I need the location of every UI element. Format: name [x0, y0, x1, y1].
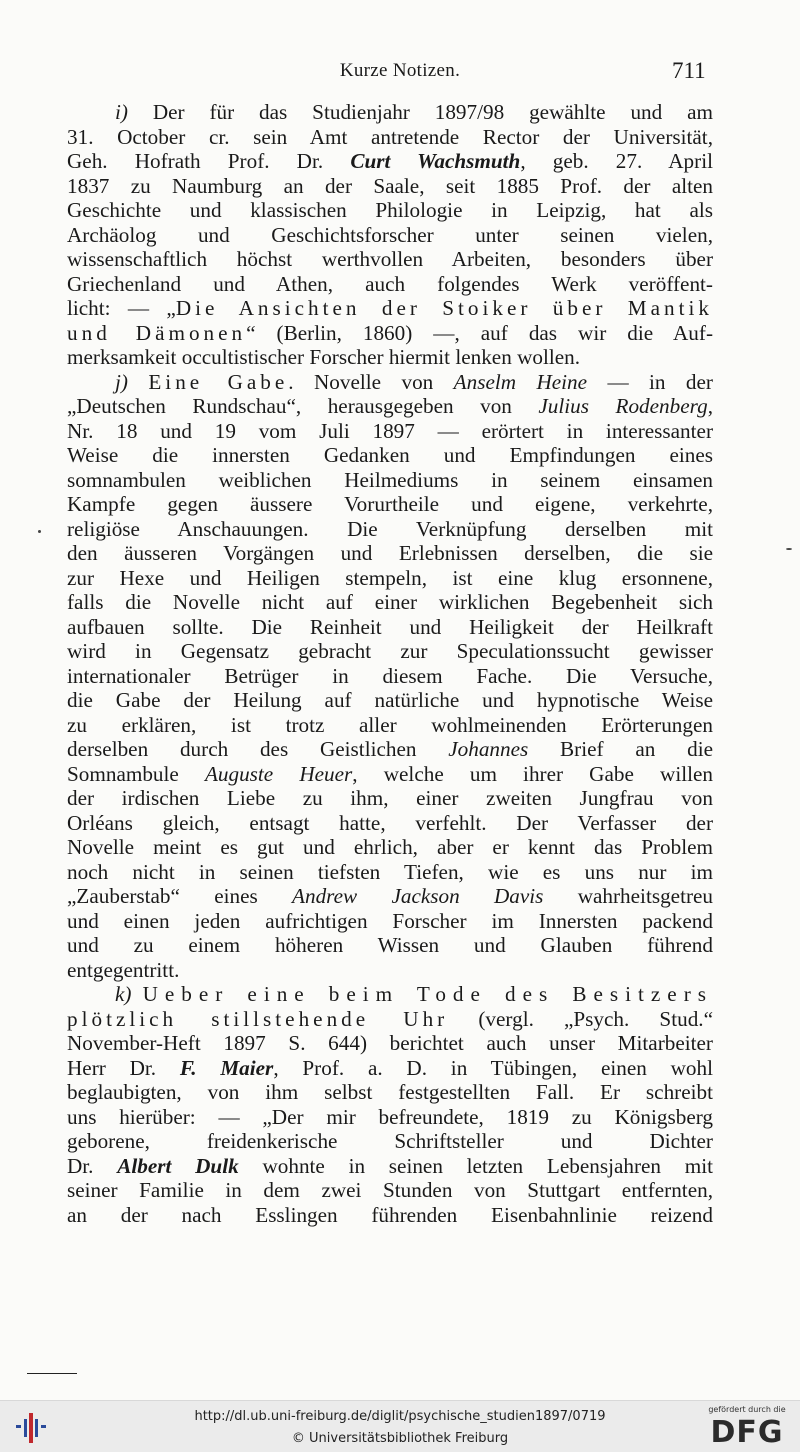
scan-speck [786, 548, 792, 550]
text-line: aufbauen sollte. Die Reinheit und Heiligkeit der Heilkraft [67, 614, 713, 639]
novella-title: Eine Gabe [148, 369, 289, 394]
text-line: Archäolog und Geschichtsforscher unter seinen vielen, [67, 222, 713, 247]
text-line: Geschichte und klassischen Philologie in Leipzig, hat als [67, 198, 713, 222]
text-line: internationaler Betrüger in diesem Fache. Die Versuche, [67, 663, 713, 688]
text-line: beglaubigten, von ihm selbst festgestellten Fall. Er schreibt [67, 1080, 713, 1104]
text-line: merksamkeit occultistischer Forscher hiermit lenken wollen. [67, 345, 581, 369]
page-number: 711 [672, 58, 706, 83]
text-line: „Zauberstab“ eines Andrew Jackson Davis wahrheitsgetreu [67, 884, 714, 908]
text-line: noch nicht in seinen tiefsten Tiefen, wie es uns nur im [67, 859, 713, 884]
editor-name: Julius Rodenberg [538, 394, 708, 418]
text-line: uns hierüber: — „Der mir befreundete, 1819 zu Königsberg [67, 1104, 713, 1129]
sponsor-caption: gefördert durch die [708, 1405, 786, 1414]
text-line: und Dämonen“ (Berlin, 1860) —, auf das wir die Auf- [67, 320, 714, 345]
text-line: 31. October cr. sein Amt antretende Rector der Universität, [67, 124, 713, 149]
text-line: an der nach Esslingen führenden Eisenbahnlinie reizend [67, 1202, 713, 1227]
running-header: Kurze Notizen. [339, 60, 461, 81]
text-line: Nr. 18 und 19 vom Juli 1897 — erörtert in interessanter [67, 418, 713, 443]
text-line: entgegentritt. [67, 957, 180, 982]
text-line: somnambulen weiblichen Heilmediums in seinem einsamen [67, 467, 713, 492]
text-line: die Gabe der Heilung auf natürliche und hypnotische Weise [67, 688, 713, 712]
book-title: und Dämonen [67, 320, 247, 345]
text-line: wissenschaftlich höchst werthvollen Arbeiten, besonders über [67, 247, 713, 271]
book-title: Die Ansichten der Stoiker über Mantik [175, 296, 713, 320]
text-line: religiöse Anschauungen. Die Verknüpfung derselben mit [67, 516, 713, 541]
text-line: Orléans gleich, entsagt hatte, verfehlt. Der Verfasser der [67, 810, 713, 835]
text-line: licht: — „Die Ansichten der Stoiker über Mantik [67, 296, 713, 320]
text-line: Weise die innersten Gedanken und Empfindungen eines [67, 443, 713, 467]
person-name: Curt Wachsmuth [350, 149, 521, 173]
text-line: 1837 zu Naumburg an der Saale, seit 1885 Prof. der alten [67, 173, 713, 198]
text-line: falls die Novelle nicht auf einer wirklichen Begebenheit sich [67, 590, 713, 614]
text-line: „Deutschen Rundschau“, herausgegeben von Julius Rodenberg, [67, 394, 713, 418]
text-line: Geh. Hofrath Prof. Dr. Curt Wachsmuth, geb. 27. April [67, 149, 713, 173]
dfg-logo-icon[interactable]: DFG [710, 1415, 784, 1450]
footnote-rule [27, 1373, 77, 1374]
text-line: Herr Dr. F. Maier, Prof. a. D. in Tübingen, einen wohl [67, 1055, 713, 1080]
text-line: zu erklären, ist trotz aller wohlmeinenden Erörterungen [67, 712, 713, 737]
text-line: Novelle meint es gut und ehrlich, aber er kennt das Problem [67, 835, 713, 859]
section-heading: Ueber eine beim Tode des Besitzers [142, 982, 713, 1006]
text-line: zur Hexe und Heiligen stempeln, ist eine klug ersonnene, [67, 565, 713, 590]
text-line: plötzlich stillstehende Uhr (vergl. „Psych. Stud.“ [67, 1006, 713, 1031]
scan-speck [38, 530, 41, 533]
text-line: und einen jeden aufrichtigen Forscher im Innersten packend [67, 908, 713, 933]
text-line: j) Eine Gabe. Novelle von Anselm Heine — in der [115, 369, 713, 394]
article-body [67, 100, 713, 1227]
person-name: Andrew Jackson Davis [292, 884, 544, 908]
permalink-url[interactable]: http://dl.ub.uni-freiburg.de/diglit/psychische_studien1897/0719 [194, 1409, 606, 1424]
viewer-footer [0, 1400, 800, 1452]
text-line: Somnambule Auguste Heuer, welche um ihrer Gabe willen [67, 761, 713, 786]
person-name: F. Maier [179, 1055, 274, 1080]
person-name: Johannes [448, 737, 529, 761]
text-line: i) Der für das Studienjahr 1897/98 gewählte und am [115, 100, 713, 124]
text-line: derselben durch des Geistlichen Johannes Brief an die [67, 737, 713, 761]
text-line: November-Heft 1897 S. 644) berichtet auch unser Mitarbeiter [67, 1031, 713, 1055]
text-line: Griechenland und Athen, auch folgendes Werk veröffent- [67, 271, 713, 296]
text-line: seiner Familie in dem zwei Stunden von Stuttgart entfernten, [67, 1178, 713, 1202]
copyright-notice: © Universitätsbibliothek Freiburg [291, 1431, 509, 1446]
text-line: wird in Gegensatz gebracht zur Speculationssucht gewisser [67, 639, 713, 663]
text-line: Dr. Albert Dulk wohnte in seinen letzten Lebensjahren mit [67, 1153, 713, 1178]
author-name: Anselm Heine [453, 369, 588, 394]
section-heading: plötzlich stillstehende Uhr [67, 1006, 449, 1031]
text-line: k) Ueber eine beim Tode des Besitzers [115, 982, 713, 1006]
text-line: geborene, freidenkerische Schriftsteller und Dichter [67, 1129, 713, 1153]
person-name: Albert Dulk [117, 1153, 239, 1178]
text-line: Kampfe gegen äussere Vorurtheile und eigene, verkehrte, [67, 492, 713, 516]
text-line: den äusseren Vorgängen und Erlebnissen derselben, die sie [67, 541, 713, 565]
text-line: und zu einem höheren Wissen und Glauben führend [67, 933, 713, 957]
person-name: Auguste Heuer [204, 761, 353, 786]
text-line: der irdischen Liebe zu ihm, einer zweiten Jungfrau von [67, 786, 713, 810]
